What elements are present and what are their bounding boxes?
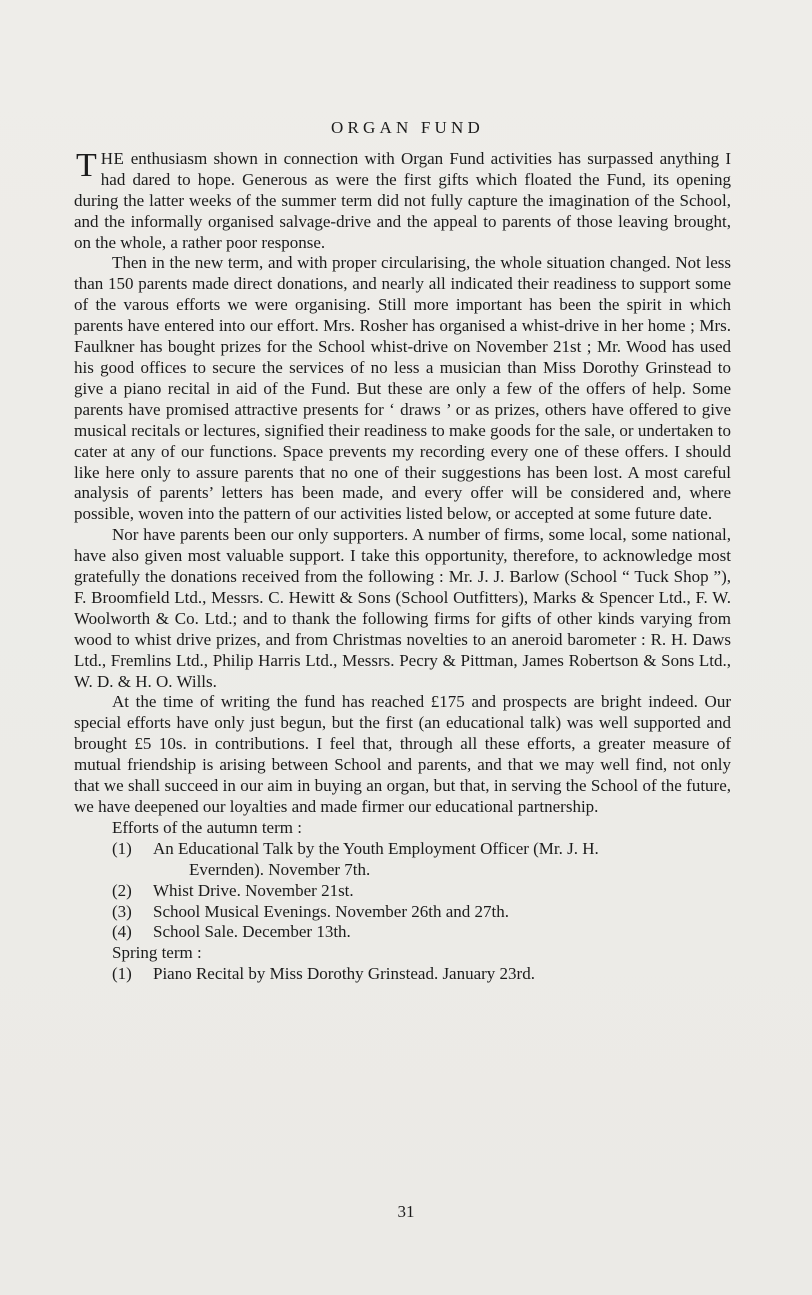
list-item-text: Whist Drive. November 21st. (153, 880, 354, 900)
drop-cap: T (76, 146, 97, 184)
paragraph-1-text: enthusiasm shown in connection with Organ Fund activities has surpassed anything I had dared to hope. Generous as were the first gifts which floated the Fund, its opening during the latter weeks of the summer term did not fully capture the imagination of the School, and the informally organised salvage-drive and the appeal to parents of those leaving brought, on the whole, a rather poor response. (74, 148, 731, 252)
list-item (112, 902, 731, 923)
list-item-number: (4) (112, 922, 132, 942)
list-item-number: (2) (112, 880, 132, 900)
paragraph-3: Nor have parents been our only supporters. A number of firms, some local, some national, have also given most valuable support. I take this opportunity, therefore, to acknowledge most gratefully the donations received from the following : Mr. J. J. Barlow (School “ Tuck Shop ”), F. Broomfield Ltd., Messrs. C. Hewitt & Sons (School Outfitters), Marks & Spencer Ltd., F. W. Woolworth & Co. Ltd.; and to thank the following firms for gifts of other kinds varying from wood to whist drive prizes, and from Christmas novelties to an aneroid barometer : R. H. Daws Ltd., Fremlins Ltd., Philip Harris Ltd., Messrs. Pecry & Pittman, James Robertson & Sons Ltd., W. D. & H. O. Wills. (74, 525, 731, 691)
list-item-line: Evernden). November 7th. (189, 859, 371, 879)
list-item-text (153, 839, 731, 881)
list-item-text: Piano Recital by Miss Dorothy Grinstead. January 23rd. (153, 964, 535, 984)
article-body (74, 118, 731, 985)
paragraph-4: At the time of writing the fund has reached £175 and prospects are bright indeed. Our special efforts have only just begun, but the first (an educational talk) was well supported and brought £5 10s. in contributions. I feel that, through all these efforts, a greater measure of mutual friendship is arising between School and parents, and that we may well find, not only that we shall succeed in our aim in buying an organ, but that, in serving the School of the future, we have deepened our loyalties and made firmer our educational partnership. (74, 692, 731, 816)
efforts-list (74, 818, 731, 985)
list-item-number: (3) (112, 901, 132, 921)
drop-cap-rest: HE (100, 148, 125, 168)
list-item-number: (1) (112, 964, 132, 984)
page-title: ORGAN FUND (331, 118, 484, 137)
list-item (112, 922, 731, 943)
spring-heading: Spring term : (112, 943, 202, 963)
list-item-number: (1) (112, 838, 132, 858)
list-item-text: School Musical Evenings. November 26th and 27th. (153, 901, 510, 921)
page-number: 31 (397, 1202, 415, 1221)
autumn-heading: Efforts of the autumn term : (112, 817, 302, 837)
list-item (112, 964, 731, 985)
list-item-line: An Educational Talk by the Youth Employment Officer (Mr. J. H. (153, 838, 599, 858)
paragraph-2: Then in the new term, and with proper circularising, the whole situation changed. Not less than 150 parents made direct donations, and nearly all indicated their readiness to support some of the varous efforts we were organising. Still more important has been the spirit in which parents have entered into our effort. Mrs. Rosher has organised a whist-drive in her home ; Mrs. Faulkner has bought prizes for the School whist-drive on November 21st ; Mr. Wood has used his good offices to secure the services of no less a musician than Miss Dorothy Grinstead to give a piano recital in aid of the Fund. But these are only a few of the offers of help. Some parents have promised attractive presents for ‘ draws ’ or as prizes, others have offered to give musical recitals or lectures, signified their readiness to make goods for the sale, or undertaken to cater at any of our functions. Space prevents my recording every one of these offers. I should like here only to assure parents that no one of their suggestions has been lost. A most careful analysis of parents’ letters has been made, and every offer will be considered and, where possible, woven into the pattern of our activities listed below, or accepted at some future date. (74, 253, 731, 524)
list-item (112, 881, 731, 902)
list-item-text: School Sale. December 13th. (153, 922, 351, 942)
list-item (112, 839, 731, 881)
paragraph-1 (74, 146, 731, 254)
